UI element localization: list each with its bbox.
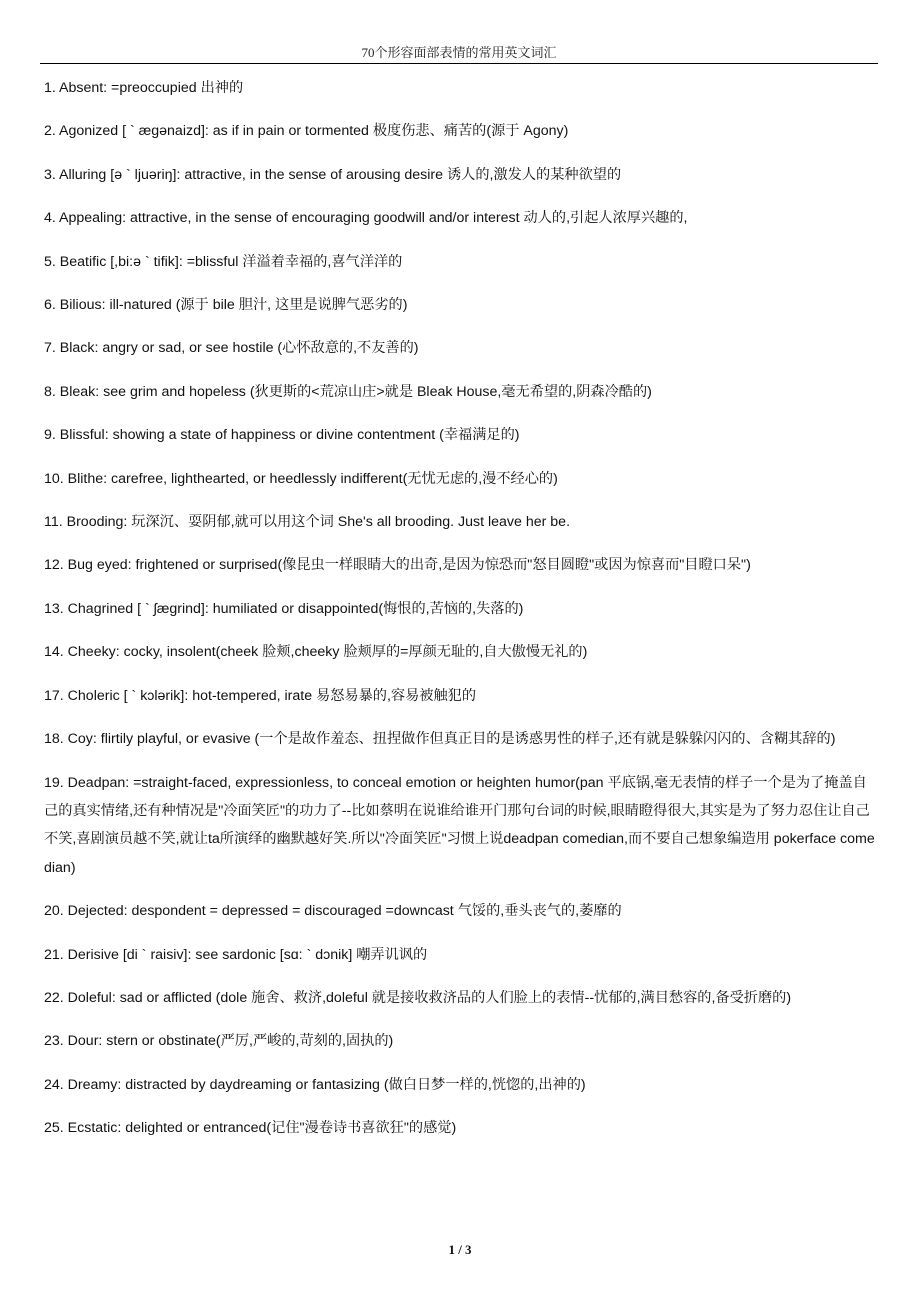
list-item: 25. Ecstatic: delighted or entranced(记住"漫卷诗书喜欲狂"的感觉)	[44, 1120, 457, 1137]
list-item: 17. Choleric [ ` kɔlərik]: hot-tempered, irate 易怒易暴的,容易被触犯的	[44, 687, 477, 704]
list-item: 9. Blissful: showing a state of happiness or divine contentment (幸福满足的)	[44, 427, 520, 444]
list-item: 10. Blithe: carefree, lighthearted, or heedlessly indifferent(无忧无虑的,漫不经心的)	[44, 470, 558, 487]
list-item: 18. Coy: flirtily playful, or evasive (一个是故作羞态、扭捏做作但真正目的是诱惑男性的样子,还有就是躲躲闪闪的、含糊其辞的)	[44, 731, 836, 748]
list-item: 24. Dreamy: distracted by daydreaming or fantasizing (做白日梦一样的,恍惚的,出神的)	[44, 1076, 586, 1093]
list-item: 22. Doleful: sad or afflicted (dole 施舍、救济,doleful 就是接收救济品的人们脸上的表情--忧郁的,满目愁容的,备受折磨的)	[44, 989, 792, 1006]
page-number: 1 / 3	[448, 1242, 472, 1257]
list-item: 13. Chagrined [ ` ʃægrind]: humiliated or disappointed(悔恨的,苦恼的,失落的)	[44, 600, 524, 617]
list-item: 12. Bug eyed: frightened or surprised(像昆虫一样眼睛大的出奇,是因为惊恐而"怒目圆瞪"或因为惊喜而"目瞪口呆")	[44, 557, 751, 574]
list-item: 21. Derisive [di ` raisiv]: see sardonic [sɑ: ` dɔnik] 嘲弄讥讽的	[44, 946, 428, 963]
list-item: 3. Alluring [ə ` ljuəriŋ]: attractive, in the sense of arousing desire 诱人的,激发人的某种欲望的	[44, 166, 622, 183]
list-item: 1. Absent: =preoccupied 出神的	[44, 80, 244, 96]
list-item: 4. Appealing: attractive, in the sense of encouraging goodwill and/or interest 动人的,引起人浓厚兴趣的,	[44, 210, 688, 227]
page-header-title: 70个形容面部表情的常用英文词汇	[361, 45, 557, 60]
list-item: 19. Deadpan: =straight-faced, expressionless, to conceal emotion or heighten humor(pan 平底锅,毫无表情的样子一个是为了掩盖自己的真实情绪,还有种情况是"冷面笑匠"的功力了--比如蔡明在说谁给谁开门那句台词的时候,眼睛瞪得很大,其实是为了努力忍住让自己不笑,喜剧演员越不笑,就让ta所演绎的幽默越好笑.所以"冷面笑匠"习惯上说deadpan comedian,而不要自己想象编造用 pokerface comedian)	[44, 774, 875, 876]
list-item: 14. Cheeky: cocky, insolent(cheek 脸颊,cheeky 脸颊厚的=厚颜无耻的,自大傲慢无礼的)	[44, 644, 588, 661]
list-item: 23. Dour: stern or obstinate(严厉,严峻的,苛刻的,固执的)	[44, 1033, 394, 1050]
list-item: 20. Dejected: despondent = depressed = discouraged =downcast 气馁的,垂头丧气的,萎靡的	[44, 903, 622, 920]
list-item: 6. Bilious: ill-natured (源于 bile 胆汁, 这里是说脾气恶劣的)	[44, 297, 408, 314]
list-item: 5. Beatific [,bi:ə ` tifik]: =blissful 洋溢着幸福的,喜气洋洋的	[44, 253, 403, 270]
list-item: 7. Black: angry or sad, or see hostile (心怀敌意的,不友善的)	[44, 340, 419, 357]
list-item: 8. Bleak: see grim and hopeless (狄更斯的<荒凉山庄>就是 Bleak House,毫无希望的,阴森冷酷的)	[44, 383, 652, 400]
list-item: 11. Brooding: 玩深沉、耍阴郁,就可以用这个词 She's all brooding. Just leave her be.	[44, 514, 571, 531]
vocabulary-list	[44, 74, 880, 1158]
list-item: 2. Agonized [ ` ægənaizd]: as if in pain or tormented 极度伤悲、痛苦的(源于 Agony)	[44, 123, 569, 140]
header-divider	[40, 63, 878, 64]
